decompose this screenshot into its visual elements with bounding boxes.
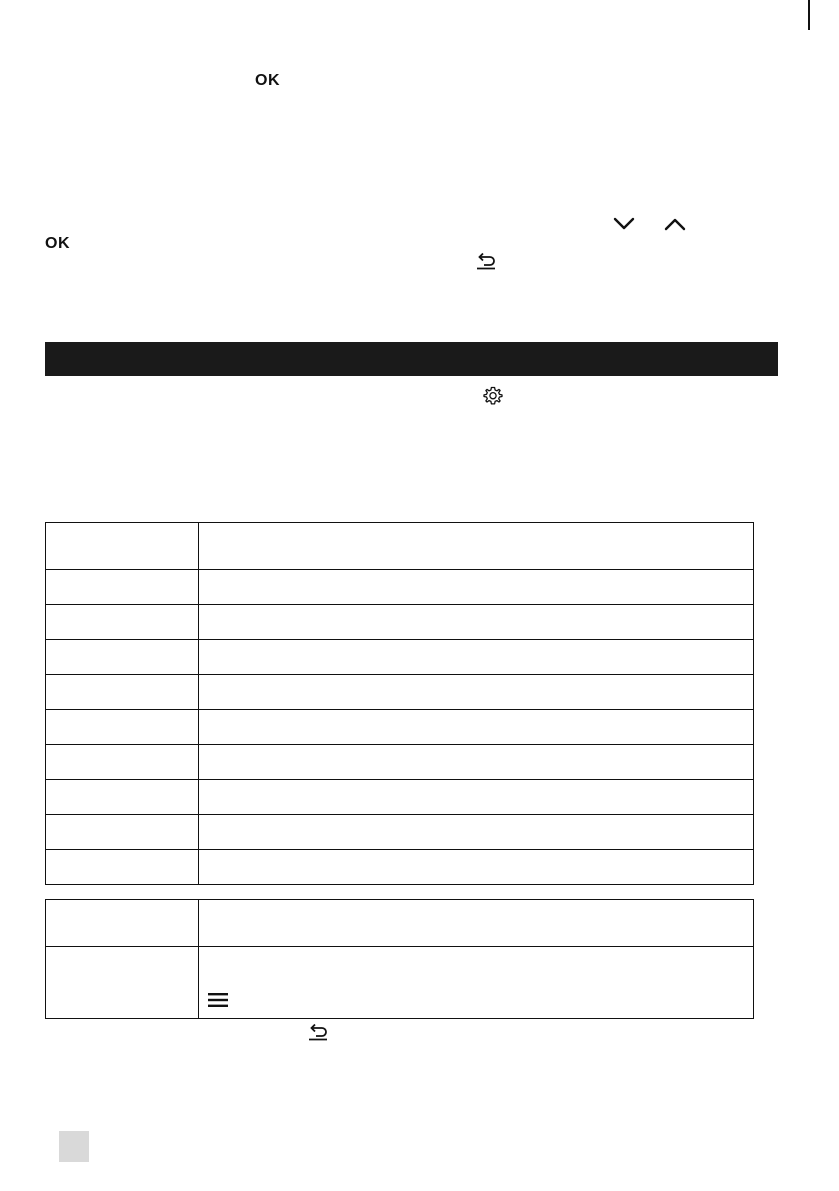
row-label bbox=[46, 947, 199, 1019]
table-row bbox=[46, 523, 754, 570]
row-description bbox=[199, 640, 754, 675]
table-row bbox=[46, 640, 754, 675]
row-description bbox=[199, 780, 754, 815]
gear-icon bbox=[483, 386, 503, 406]
row-description bbox=[199, 947, 754, 1019]
settings-table bbox=[45, 522, 754, 885]
row-description bbox=[199, 815, 754, 850]
section-title bbox=[45, 351, 53, 367]
table-row bbox=[46, 780, 754, 815]
row-label bbox=[46, 780, 199, 815]
back-arrow-icon bbox=[475, 252, 497, 270]
row-description bbox=[199, 850, 754, 885]
row-description bbox=[199, 570, 754, 605]
chevron-up-icon bbox=[663, 216, 687, 232]
row-description bbox=[199, 605, 754, 640]
table-row bbox=[46, 900, 754, 947]
table-row bbox=[46, 850, 754, 885]
table-row bbox=[46, 947, 754, 1019]
row-label bbox=[46, 675, 199, 710]
ok-button-glyph: OK bbox=[255, 72, 280, 89]
row-label bbox=[46, 710, 199, 745]
row-label bbox=[46, 523, 199, 570]
back-arrow-icon-lower bbox=[307, 1023, 329, 1041]
chevron-down-icon bbox=[612, 216, 636, 232]
table-row bbox=[46, 815, 754, 850]
row-label bbox=[46, 900, 199, 947]
table-row bbox=[46, 745, 754, 780]
row-description bbox=[199, 900, 754, 947]
table-row bbox=[46, 570, 754, 605]
page-number-box bbox=[59, 1131, 89, 1162]
section-header-bar bbox=[45, 342, 778, 376]
row-label bbox=[46, 570, 199, 605]
margin-rule bbox=[808, 0, 810, 30]
row-label bbox=[46, 605, 199, 640]
table-row bbox=[46, 710, 754, 745]
row-label bbox=[46, 815, 199, 850]
row-description bbox=[199, 710, 754, 745]
row-label bbox=[46, 850, 199, 885]
options-table bbox=[45, 899, 754, 1019]
row-label bbox=[46, 640, 199, 675]
ok-button-glyph-2: OK bbox=[45, 235, 70, 252]
row-description bbox=[199, 523, 754, 570]
row-label bbox=[46, 745, 199, 780]
table-row bbox=[46, 675, 754, 710]
hamburger-menu-icon bbox=[207, 991, 229, 1009]
table-row bbox=[46, 605, 754, 640]
row-description bbox=[199, 745, 754, 780]
row-description bbox=[199, 675, 754, 710]
